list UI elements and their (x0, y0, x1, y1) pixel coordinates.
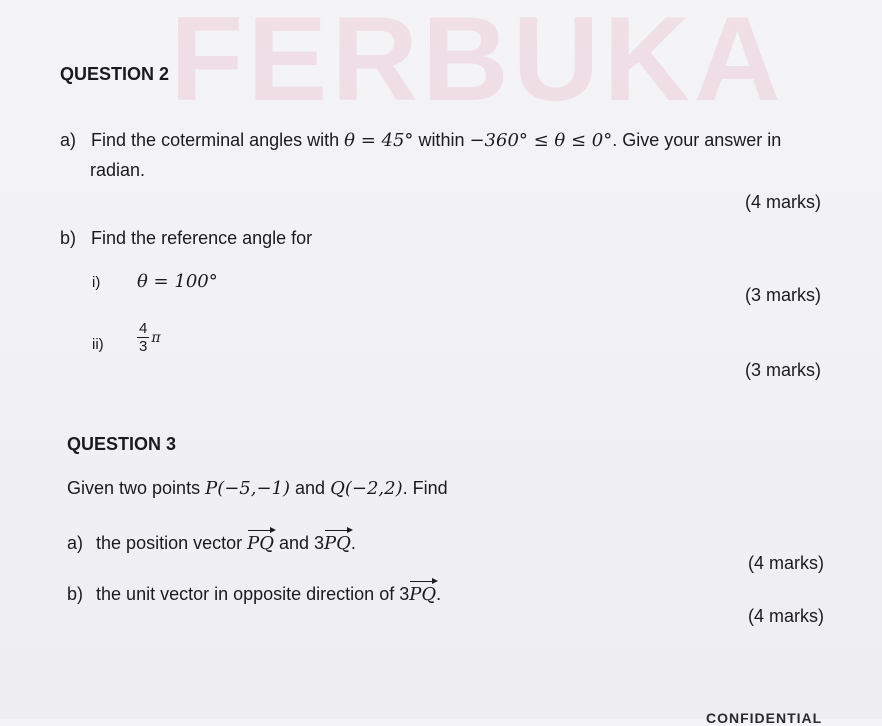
q2b-ii-label: ii) (92, 336, 104, 353)
q3b-label: b) (67, 584, 84, 604)
q3a-text-pre: the position vector (96, 533, 248, 553)
question-3-heading: QUESTION 3 (67, 434, 177, 454)
q2a-theta: θ = 45° (344, 130, 414, 151)
vector-pq-b: PQ (409, 584, 437, 605)
q2-part-b (60, 228, 312, 249)
q2a-marks: (4 marks) (745, 192, 821, 212)
watermark-text: FERBUKA (170, 0, 785, 126)
q3b-text-pre: the unit vector in opposite direction of 3 (96, 584, 410, 604)
q2b-i-label: i) (92, 274, 101, 291)
vector-3pq: PQ (324, 533, 351, 554)
q2b-ii-expr (137, 320, 161, 355)
question-2-heading: QUESTION 2 (60, 64, 170, 84)
q3-part-a (67, 533, 356, 554)
q2b-i-expr: θ = 100° (137, 271, 218, 292)
q2a-text-post: . Give your answer in (612, 130, 782, 150)
q2a-text-pre: Find the coterminal angles with (91, 130, 345, 150)
q3-intro-post: . Find (402, 478, 448, 498)
q3b-text-post: . (436, 584, 442, 604)
q2a-range: −360° ≤ θ ≤ 0° (469, 130, 613, 151)
q3-point-p: P(−5,−1) (205, 478, 291, 499)
q3-part-b (67, 584, 441, 605)
q3a-marks: (4 marks) (748, 553, 824, 573)
confidential-footer: CONFIDENTIAL (706, 710, 823, 726)
q3a-text-and: and 3 (274, 533, 325, 553)
q2b-i-marks: (3 marks) (745, 285, 821, 305)
q3-intro (67, 478, 448, 499)
fraction-four-thirds (137, 320, 149, 355)
q3-intro-and: and (290, 478, 331, 498)
q3b-marks: (4 marks) (748, 606, 824, 626)
pi-symbol: π (151, 329, 161, 346)
q2a-line2: radian. (90, 160, 146, 180)
q2-part-a-line1 (60, 130, 781, 151)
q2a-text-mid: within (413, 130, 470, 150)
vector-pq: PQ (247, 533, 274, 554)
q2b-ii-marks: (3 marks) (745, 360, 821, 380)
q3-point-q: Q(−2,2) (330, 478, 403, 499)
q3a-label: a) (67, 533, 84, 553)
q2a-label: a) (60, 130, 77, 150)
q3a-text-post: . (350, 533, 356, 553)
fraction-numerator: 4 (139, 320, 148, 337)
fraction-denominator: 3 (139, 338, 148, 355)
q3-intro-pre: Given two points (67, 478, 206, 498)
q2b-label: b) (60, 228, 77, 248)
q2b-text: Find the reference angle for (91, 228, 313, 248)
